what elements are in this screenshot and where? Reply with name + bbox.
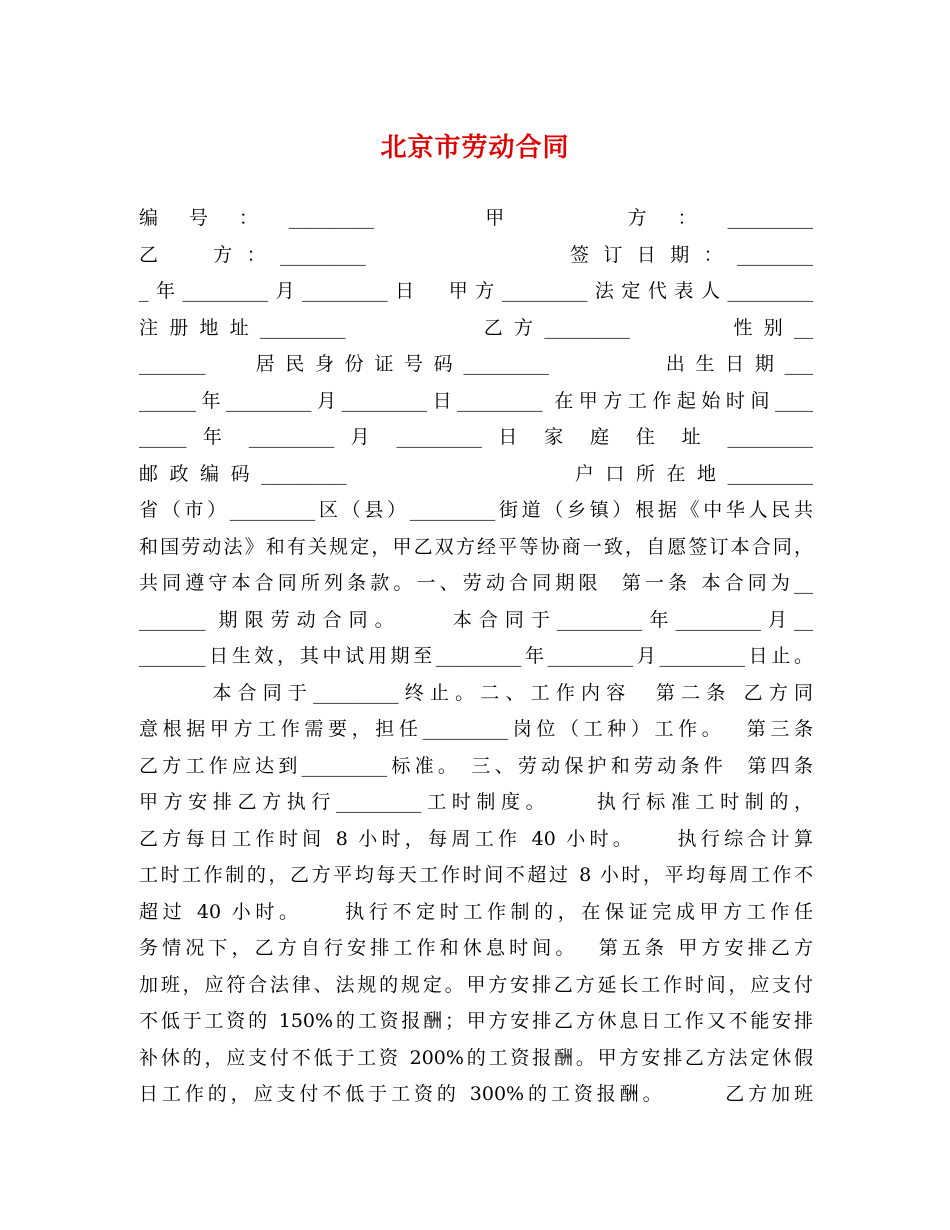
body-line: 乙方每日工作时间 8 小时，每周工作 40 小时。 执行综合计算	[139, 827, 813, 850]
body-line: 共同遵守本合同所列条款。一、劳动合同期限 第一条 本合同为__	[139, 572, 813, 594]
body-line: 补休的，应支付不低于工资 200%的工资报酬。甲方安排乙方法定休假	[139, 1046, 813, 1069]
body-line: 意根据甲方工作需要，担任_________岗位（工种）工作。 第三条	[139, 718, 813, 740]
body-line: ______年_________月_________日_________ 在甲方工作起始时间____	[139, 389, 813, 412]
body-line: _____ 年 _________ 月 _________ 日 家 庭 住 址 _________	[139, 426, 813, 448]
body-line: _______ 居民身份证号码_________ 出生日期___	[139, 353, 813, 375]
body-line: 邮政编码_________ 户口所在地_________	[139, 462, 813, 485]
body-line: 甲方安排乙方执行_________工时制度。 执行标准工时制的，	[139, 791, 813, 813]
body-line: 乙 方：_________ 签订日期：________	[139, 243, 813, 266]
body-line: 加班，应符合法律、法规的规定。甲方安排乙方延长工作时间，应支付	[139, 973, 813, 996]
body-line: _______日生效，其中试用期至_________年_________月_________日止。	[139, 645, 813, 667]
body-line: 乙方工作应达到_________标准。 三、劳动保护和劳动条件 第四条	[139, 754, 813, 777]
body-line: 务情况下，乙方自行安排工作和休息时间。 第五条 甲方安排乙方	[139, 937, 813, 959]
body-line: 编 号 ： _________ 甲 方 ： _________	[139, 207, 813, 229]
body-line: 不低于工资的 150%的工资报酬；甲方安排乙方休息日工作又不能安排	[139, 1010, 813, 1032]
document-title: 北京市劳动合同	[380, 133, 570, 163]
body-line: 和国劳动法》和有关规定，甲乙双方经平等协商一致，自愿签订本合同，	[139, 535, 813, 558]
body-line: 省（市）_________区（县）_________街道（乡镇）根据《中华人民共	[139, 499, 813, 521]
body-line: 工时工作制的，乙方平均每天工作时间不超过 8 小时，平均每周工作不	[139, 864, 813, 886]
body-line: 日工作的，应支付不低于工资的 300%的工资报酬。 乙方加班	[139, 1083, 813, 1105]
body-line: _年_________月_________日 甲方_________法定代表人_________	[139, 280, 813, 302]
body-line: 本合同于_________终止。二、工作内容 第二条 乙方同	[139, 681, 813, 704]
body-line: _______ 期限劳动合同。 本合同于_________年_________月__	[139, 608, 813, 631]
body-line: 注册地址_________ 乙方_________ 性别__	[139, 316, 813, 339]
body-line: 超过 40 小时。 执行不定时工作制的，在保证完成甲方工作任	[139, 900, 813, 923]
